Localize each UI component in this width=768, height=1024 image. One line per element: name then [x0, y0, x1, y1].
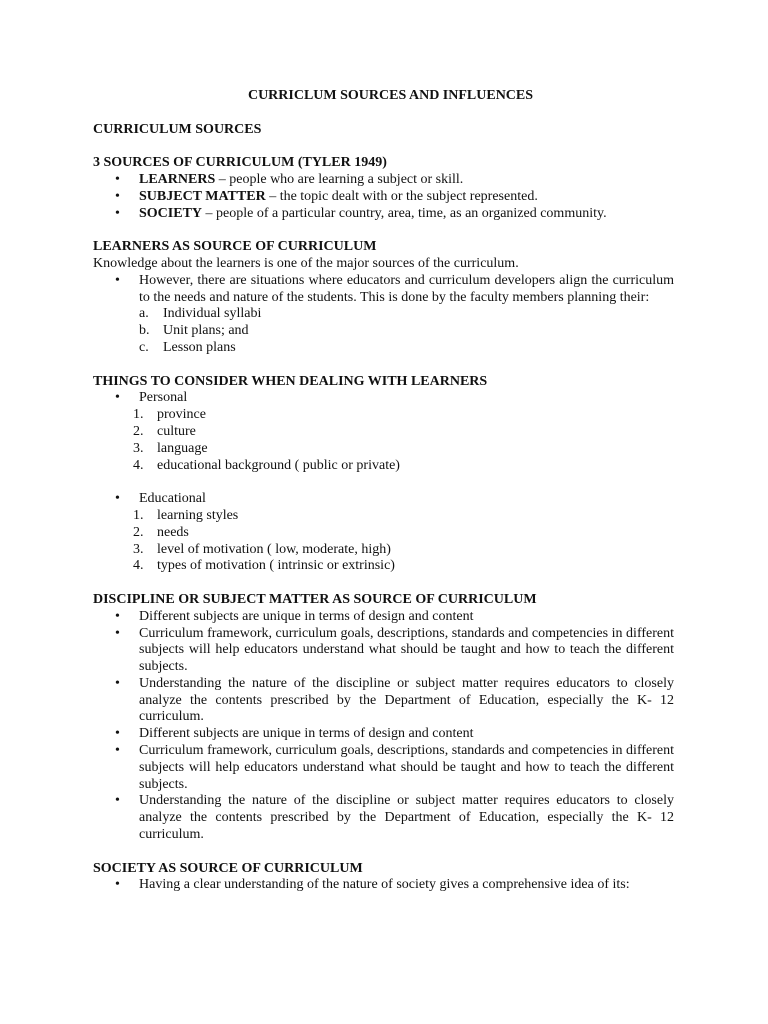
- list-item: [93, 458, 674, 475]
- list-item-text: Individual syllabi: [163, 306, 262, 322]
- list-item: • Understanding the nature of the discipline or subject matter requires educators to closely analyze the contents prescribed by the Department of Education, especially the K- 12 curriculum.: [93, 793, 674, 843]
- list-item-text: language: [157, 440, 208, 456]
- list-item: • Understanding the nature of the discipline or subject matter requires educators to closely analyze the contents prescribed by the Department of Education, especially the K- 12 curriculum.: [93, 676, 674, 726]
- list-marker: 4.: [133, 558, 144, 574]
- list-item: [93, 424, 674, 441]
- discipline-list: [93, 609, 674, 844]
- section-heading-learners: LEARNERS AS SOURCE OF CURRICULUM: [93, 239, 377, 255]
- list-item: • Different subjects are unique in terms of design and content: [93, 609, 674, 626]
- list-marker: 3.: [133, 541, 144, 557]
- list-item: • However, there are situations where educators and curriculum developers align the curriculum to the needs and nature of the students. This is done by the faculty members planning their:: [93, 273, 674, 307]
- list-item: • Having a clear understanding of the nature of society gives a comprehensive idea of its:: [93, 877, 674, 894]
- list-item-text: Unit plans; and: [163, 323, 249, 339]
- term: SUBJECT MATTER: [139, 188, 266, 204]
- personal-sublist: [93, 407, 674, 474]
- list-item: [93, 558, 674, 575]
- list-item-text: province: [157, 407, 206, 423]
- list-marker: b.: [139, 323, 150, 339]
- definition: – people of a particular country, area, time, as an organized community.: [202, 205, 607, 221]
- list-item: • Personal: [93, 390, 674, 407]
- section-heading-discipline: DISCIPLINE OR SUBJECT MATTER AS SOURCE OF CURRICULUM: [93, 591, 537, 607]
- list-marker: 3.: [133, 440, 144, 456]
- list-marker: 2.: [133, 423, 144, 439]
- list-item: • Different subjects are unique in terms of design and content: [93, 726, 674, 743]
- list-marker: 2.: [133, 524, 144, 540]
- term: SOCIETY: [139, 205, 203, 221]
- list-item: [93, 340, 674, 357]
- learners-sublist: [93, 306, 674, 356]
- list-item: [93, 306, 674, 323]
- list-item: [93, 407, 674, 424]
- society-list: [93, 877, 674, 894]
- definition: – people who are learning a subject or skill.: [215, 171, 464, 187]
- term: LEARNERS: [139, 171, 216, 187]
- list-item: [93, 525, 674, 542]
- section-heading-tyler: 3 SOURCES OF CURRICULUM (TYLER 1949): [93, 155, 387, 171]
- learners-list: [93, 273, 674, 307]
- list-item: [93, 542, 674, 559]
- educational-list: [93, 491, 674, 508]
- list-marker: 4.: [133, 457, 144, 473]
- document-body: [93, 88, 674, 894]
- list-item-text: needs: [157, 524, 189, 540]
- section-heading-consider: THINGS TO CONSIDER WHEN DEALING WITH LEARNERS: [93, 373, 488, 389]
- list-item-text: educational background ( public or private): [157, 457, 400, 473]
- learners-intro: Knowledge about the learners is one of the major sources of the curriculum.: [93, 255, 519, 271]
- list-item: [93, 189, 674, 206]
- section-heading-curriculum-sources: CURRICULUM SOURCES: [93, 121, 262, 137]
- section-heading-society: SOCIETY AS SOURCE OF CURRICULUM: [93, 860, 363, 876]
- list-item-text: culture: [157, 423, 196, 439]
- list-item-text: learning styles: [157, 507, 239, 523]
- list-item-text: level of motivation ( low, moderate, high): [157, 541, 391, 557]
- list-marker: 1.: [133, 407, 144, 423]
- tyler-sources-list: [93, 172, 674, 222]
- list-item: • Curriculum framework, curriculum goals, descriptions, standards and competencies in different subjects will help educators understand what should be taught and how to teach the different subjects.: [93, 743, 674, 793]
- list-item: • Curriculum framework, curriculum goals, descriptions, standards and competencies in different subjects will help educators understand what should be taught and how to teach the different subjects.: [93, 626, 674, 676]
- list-item: [93, 172, 674, 189]
- list-marker: 1.: [133, 507, 144, 523]
- personal-list: [93, 390, 674, 407]
- list-item-text: Lesson plans: [163, 339, 236, 355]
- page-title: CURRICLUM SOURCES AND INFLUENCES: [247, 88, 534, 103]
- list-item: [93, 206, 674, 223]
- list-item: [93, 323, 674, 340]
- definition: – the topic dealt with or the subject represented.: [265, 188, 538, 204]
- list-marker: c.: [139, 339, 149, 355]
- educational-sublist: [93, 508, 674, 575]
- list-item: • Educational: [93, 491, 674, 508]
- list-item: [93, 508, 674, 525]
- list-item-text: types of motivation ( intrinsic or extrinsic): [157, 558, 395, 574]
- list-item: [93, 441, 674, 458]
- list-marker: a.: [139, 306, 149, 322]
